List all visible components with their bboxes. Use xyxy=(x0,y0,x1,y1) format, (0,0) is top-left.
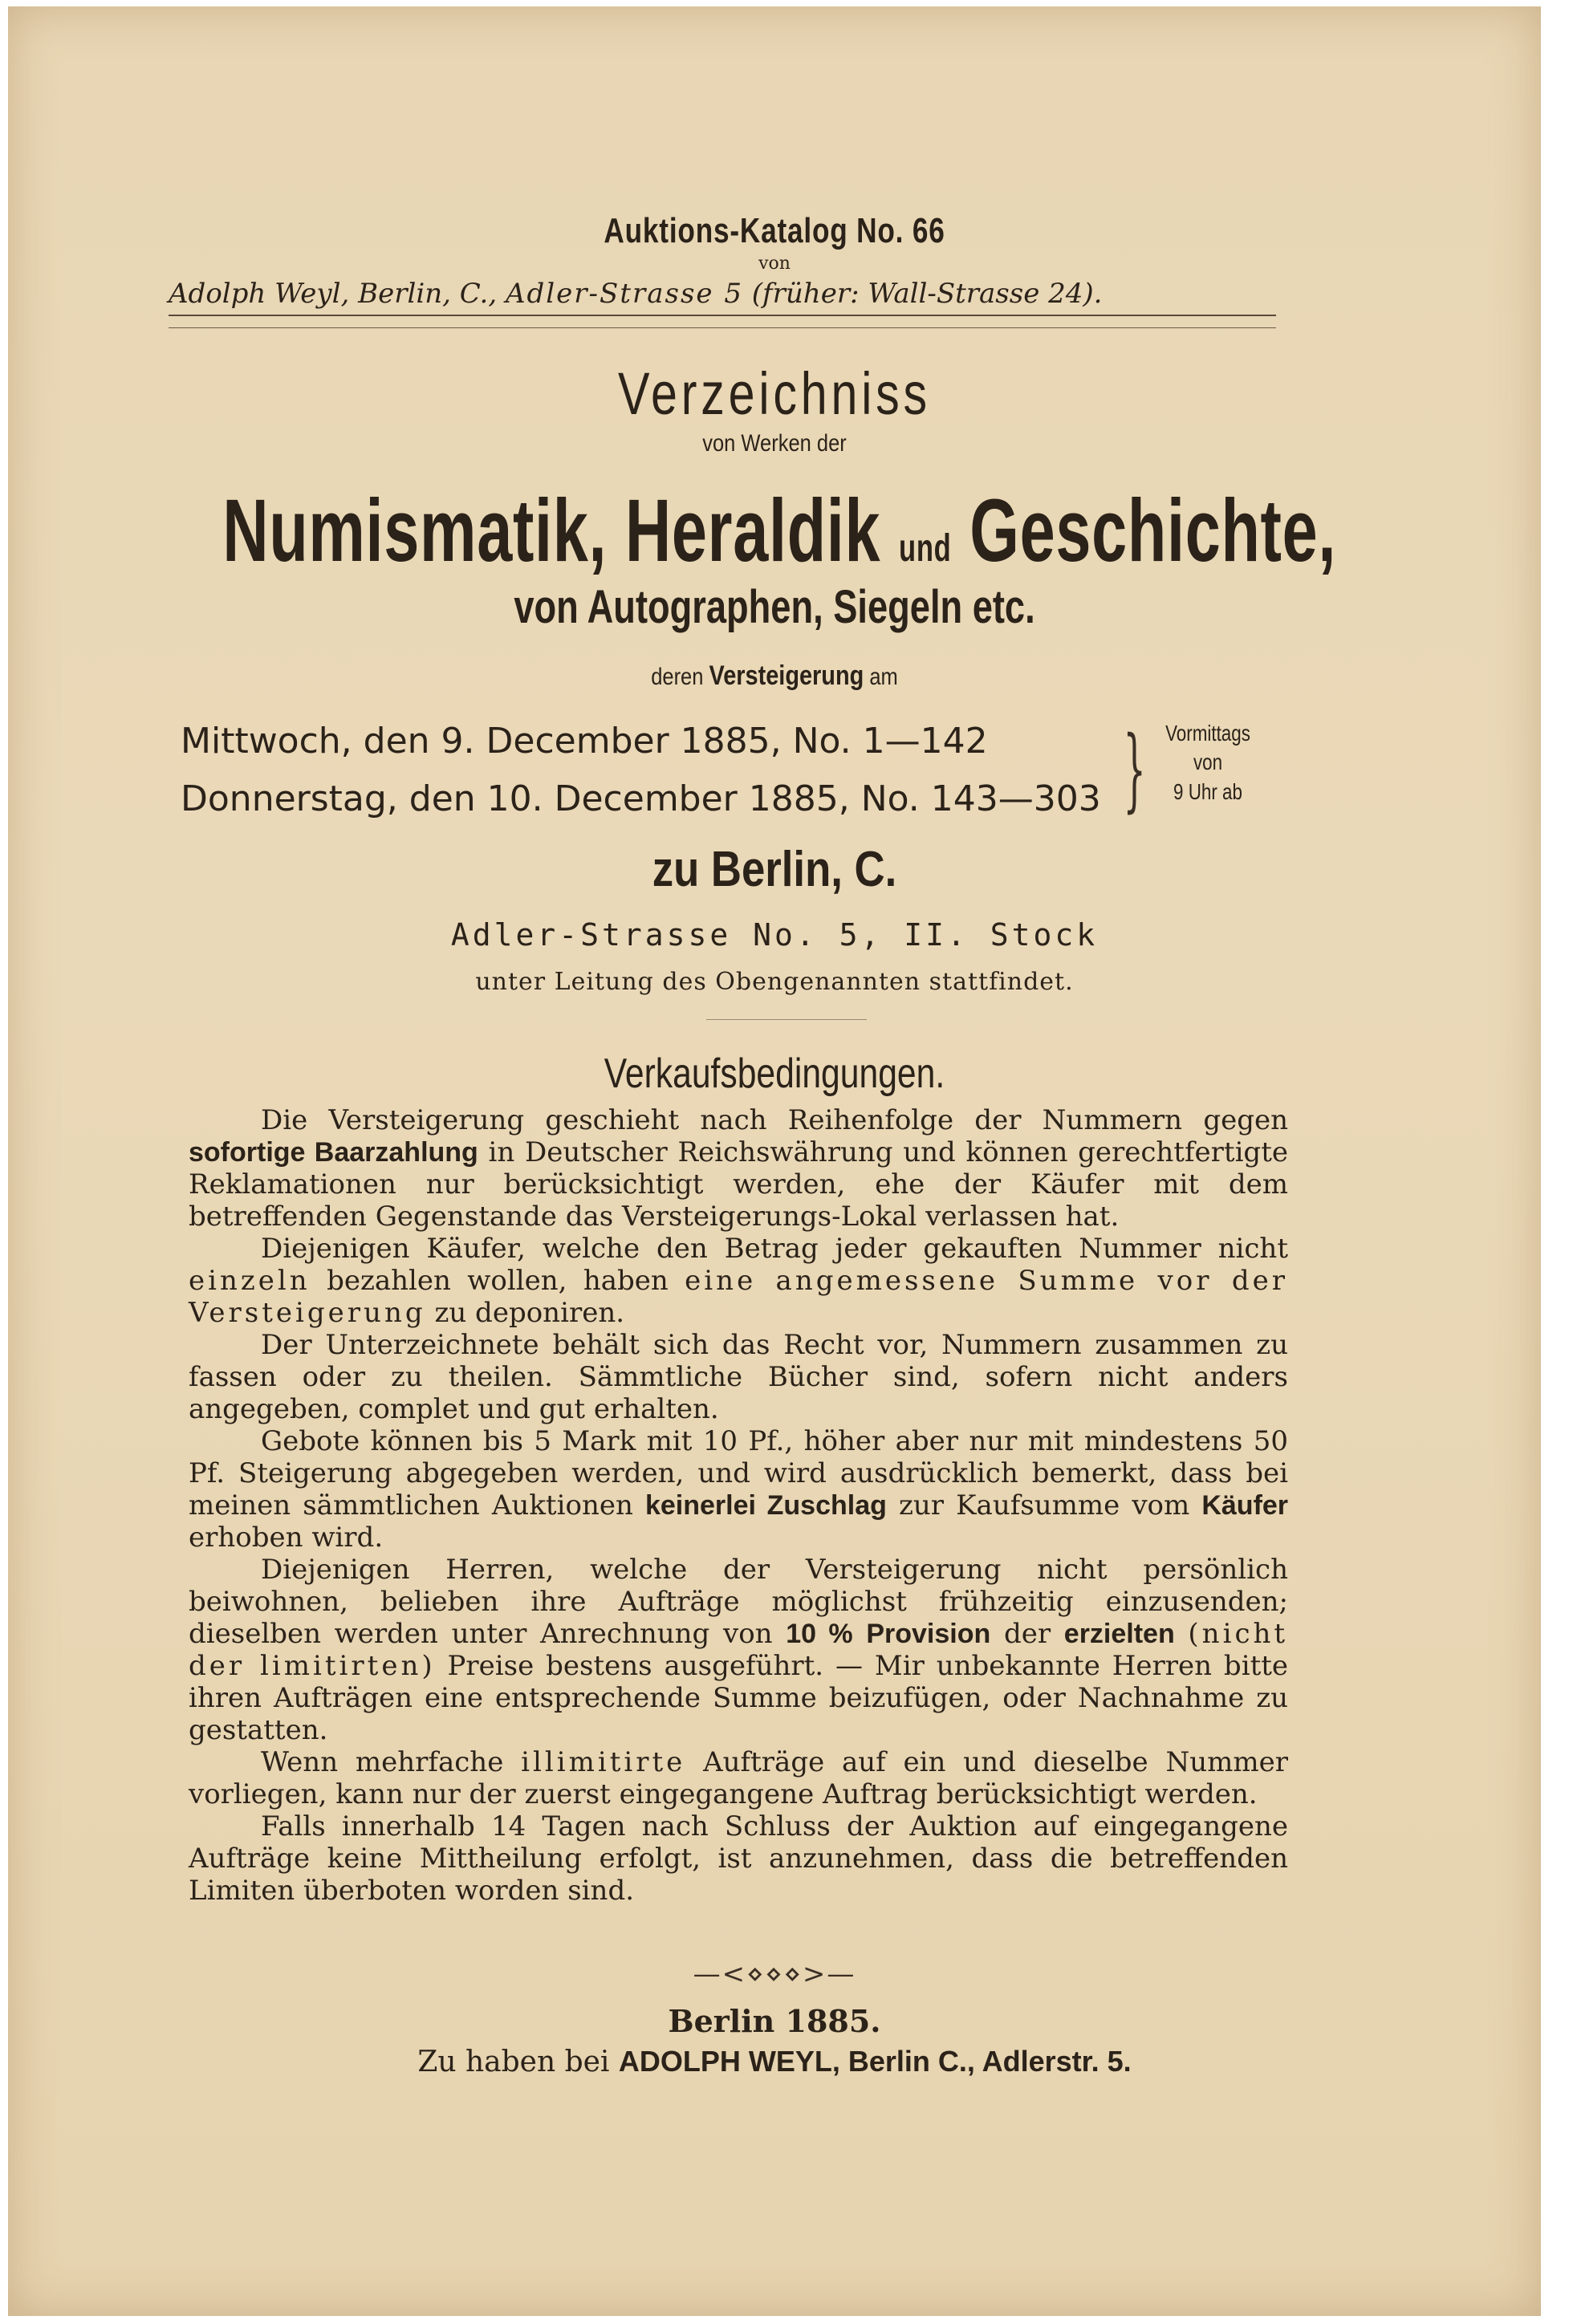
main-title-und: und xyxy=(899,527,952,570)
p2-text: Diejenigen Käufer, welche den Betrag jeder gekauften Nummer nicht xyxy=(261,1233,1288,1265)
p4-text-2: zur Kaufsumme vom xyxy=(899,1489,1190,1522)
condition-paragraph xyxy=(189,1233,1288,1329)
p2-spaced: einzeln xyxy=(189,1265,311,1297)
p4-text: Gebote können bis 5 Mark mit 10 Pf., höher aber nur mit mindestens 50 Pf. Steigerung abgegeben werden, und wird ausdrücklich bemerkt, dass bei meinen sämmtlichen Auktionen xyxy=(189,1425,1288,1522)
condition-paragraph xyxy=(189,1425,1288,1554)
p5-text-3: Preise bestens ausgeführt. — Mir unbekannte Herren bitte ihren Aufträgen eine entsprechende Summe beizufügen, oder Nachnahme zu gestatten. xyxy=(189,1650,1289,1746)
p4-bold-2: Käufer xyxy=(1201,1490,1289,1521)
p1-text: Die Versteigerung geschieht nach Reihenfolge der Nummern gegen xyxy=(261,1104,1288,1136)
publisher-address xyxy=(169,278,1276,316)
p4-text-3: erhoben wird. xyxy=(189,1522,384,1554)
condition-paragraph: Der Unterzeichnete behält sich das Recht vor, Nummern zusammen zu fassen oder zu theilen. Sämmtliche Bücher sind, sofern nicht anders angegeben, complet und gut erhalten. xyxy=(189,1329,1288,1425)
address-street: Adler-Strasse 5 xyxy=(505,278,743,310)
p6-spaced: illimitirte xyxy=(521,1746,686,1778)
condition-paragraph xyxy=(189,1104,1288,1233)
p1-bold: sofortige Baarzahlung xyxy=(189,1137,478,1168)
leitung-line: unter Leitung des Obengenannten stattfindet. xyxy=(475,968,1074,996)
p5-text: Diejenigen Herren, welche der Versteigerung nicht persönlich beiwohnen, belieben ihre Aufträge möglichst frühzeitig einzusenden; dieselben werden unter Anrechnung von xyxy=(189,1554,1288,1650)
auction-times xyxy=(1153,719,1262,806)
p5-bold: 10 % xyxy=(786,1619,853,1649)
p5-bold-2: Provision xyxy=(866,1619,991,1649)
p6-text-2: Aufträge auf ein und dieselbe Nummer vorliegen, kann nur der zuerst eingegangene Auftrag berücksichtigt werden. xyxy=(189,1746,1288,1810)
catalog-number: Auktions-Katalog No. 66 xyxy=(604,211,945,250)
conditions-heading: Verkaufsbedingungen. xyxy=(604,1050,945,1097)
ornament-divider: —<⋄⋄⋄>— xyxy=(693,1958,856,1990)
main-title-part-b: Geschichte, xyxy=(969,481,1337,580)
times-von: von xyxy=(1193,750,1223,775)
date-line-1: Mittwoch, den 9. December 1885, No. 1—142 xyxy=(181,721,988,762)
street: Adler-Strasse No. 5, II. Stock xyxy=(450,917,1099,953)
date-line-2: Donnerstag, den 10. December 1885, No. 143—303 xyxy=(181,778,1101,819)
main-title-part-a: Numismatik, Heraldik xyxy=(222,481,881,580)
p5-text-2: der xyxy=(1003,1618,1051,1650)
zu-haben-label: Zu haben bei xyxy=(417,2046,610,2078)
availability-line xyxy=(8,2045,1541,2078)
auction-intro xyxy=(123,660,1426,692)
brace-icon: } xyxy=(1123,717,1146,822)
place-year: Berlin 1885. xyxy=(668,2003,881,2039)
verzeichniss-heading: Verzeichniss xyxy=(618,360,931,427)
condition-paragraph: Falls innerhalb 14 Tagen nach Schluss der Auktion auf eingegangene Aufträge keine Mittheilung erfolgt, ist anzunehmen, dass die betreffenden Limiten überboten worden sind. xyxy=(189,1810,1288,1907)
am: am xyxy=(869,664,898,690)
deren: deren xyxy=(651,664,704,690)
p2-text-3: zu deponiren. xyxy=(434,1297,625,1329)
p5-bold-3: erzielten xyxy=(1063,1619,1175,1649)
divider xyxy=(169,327,1276,328)
von-werken-der: von Werken der xyxy=(702,430,847,457)
address-prefix: Adolph Weyl, Berlin, C., xyxy=(169,278,498,310)
city: zu Berlin, C. xyxy=(652,842,897,897)
main-title xyxy=(222,480,1337,582)
von-label: von xyxy=(758,254,791,274)
versteigerung: Versteigerung xyxy=(709,660,864,691)
condition-paragraph xyxy=(189,1554,1288,1746)
p5-spaced: (nicht der limitirten) xyxy=(189,1618,1289,1682)
conditions-body xyxy=(189,1104,1288,1907)
p4-bold: keinerlei Zuschlag xyxy=(644,1490,887,1521)
p1-text-2: in Deutscher Reichswährung und können gerechtfertigte Reklamationen nur berücksichtigt werden, ehe der Käufer mit dem betreffenden Gegenstande das Versteigerungs-Lokal verlassen hat. xyxy=(189,1136,1288,1233)
catalog-page xyxy=(8,6,1541,2316)
p6-text: Wenn mehrfache xyxy=(261,1746,504,1778)
vormittags: Vormittags xyxy=(1165,721,1250,746)
condition-paragraph xyxy=(189,1746,1288,1810)
address-former: (früher: Wall-Strasse 24). xyxy=(751,278,1103,310)
seller-address: ADOLPH WEYL, Berlin C., Adlerstr. 5. xyxy=(618,2045,1132,2078)
p2-spaced-2: eine angemessene Summe vor der Versteigerung xyxy=(189,1265,1288,1329)
uhr-ab: 9 Uhr ab xyxy=(1173,778,1242,804)
short-divider xyxy=(706,1019,867,1020)
subtitle: von Autographen, Siegeln etc. xyxy=(514,581,1035,633)
p2-text-2: bezahlen wollen, haben xyxy=(327,1265,669,1297)
